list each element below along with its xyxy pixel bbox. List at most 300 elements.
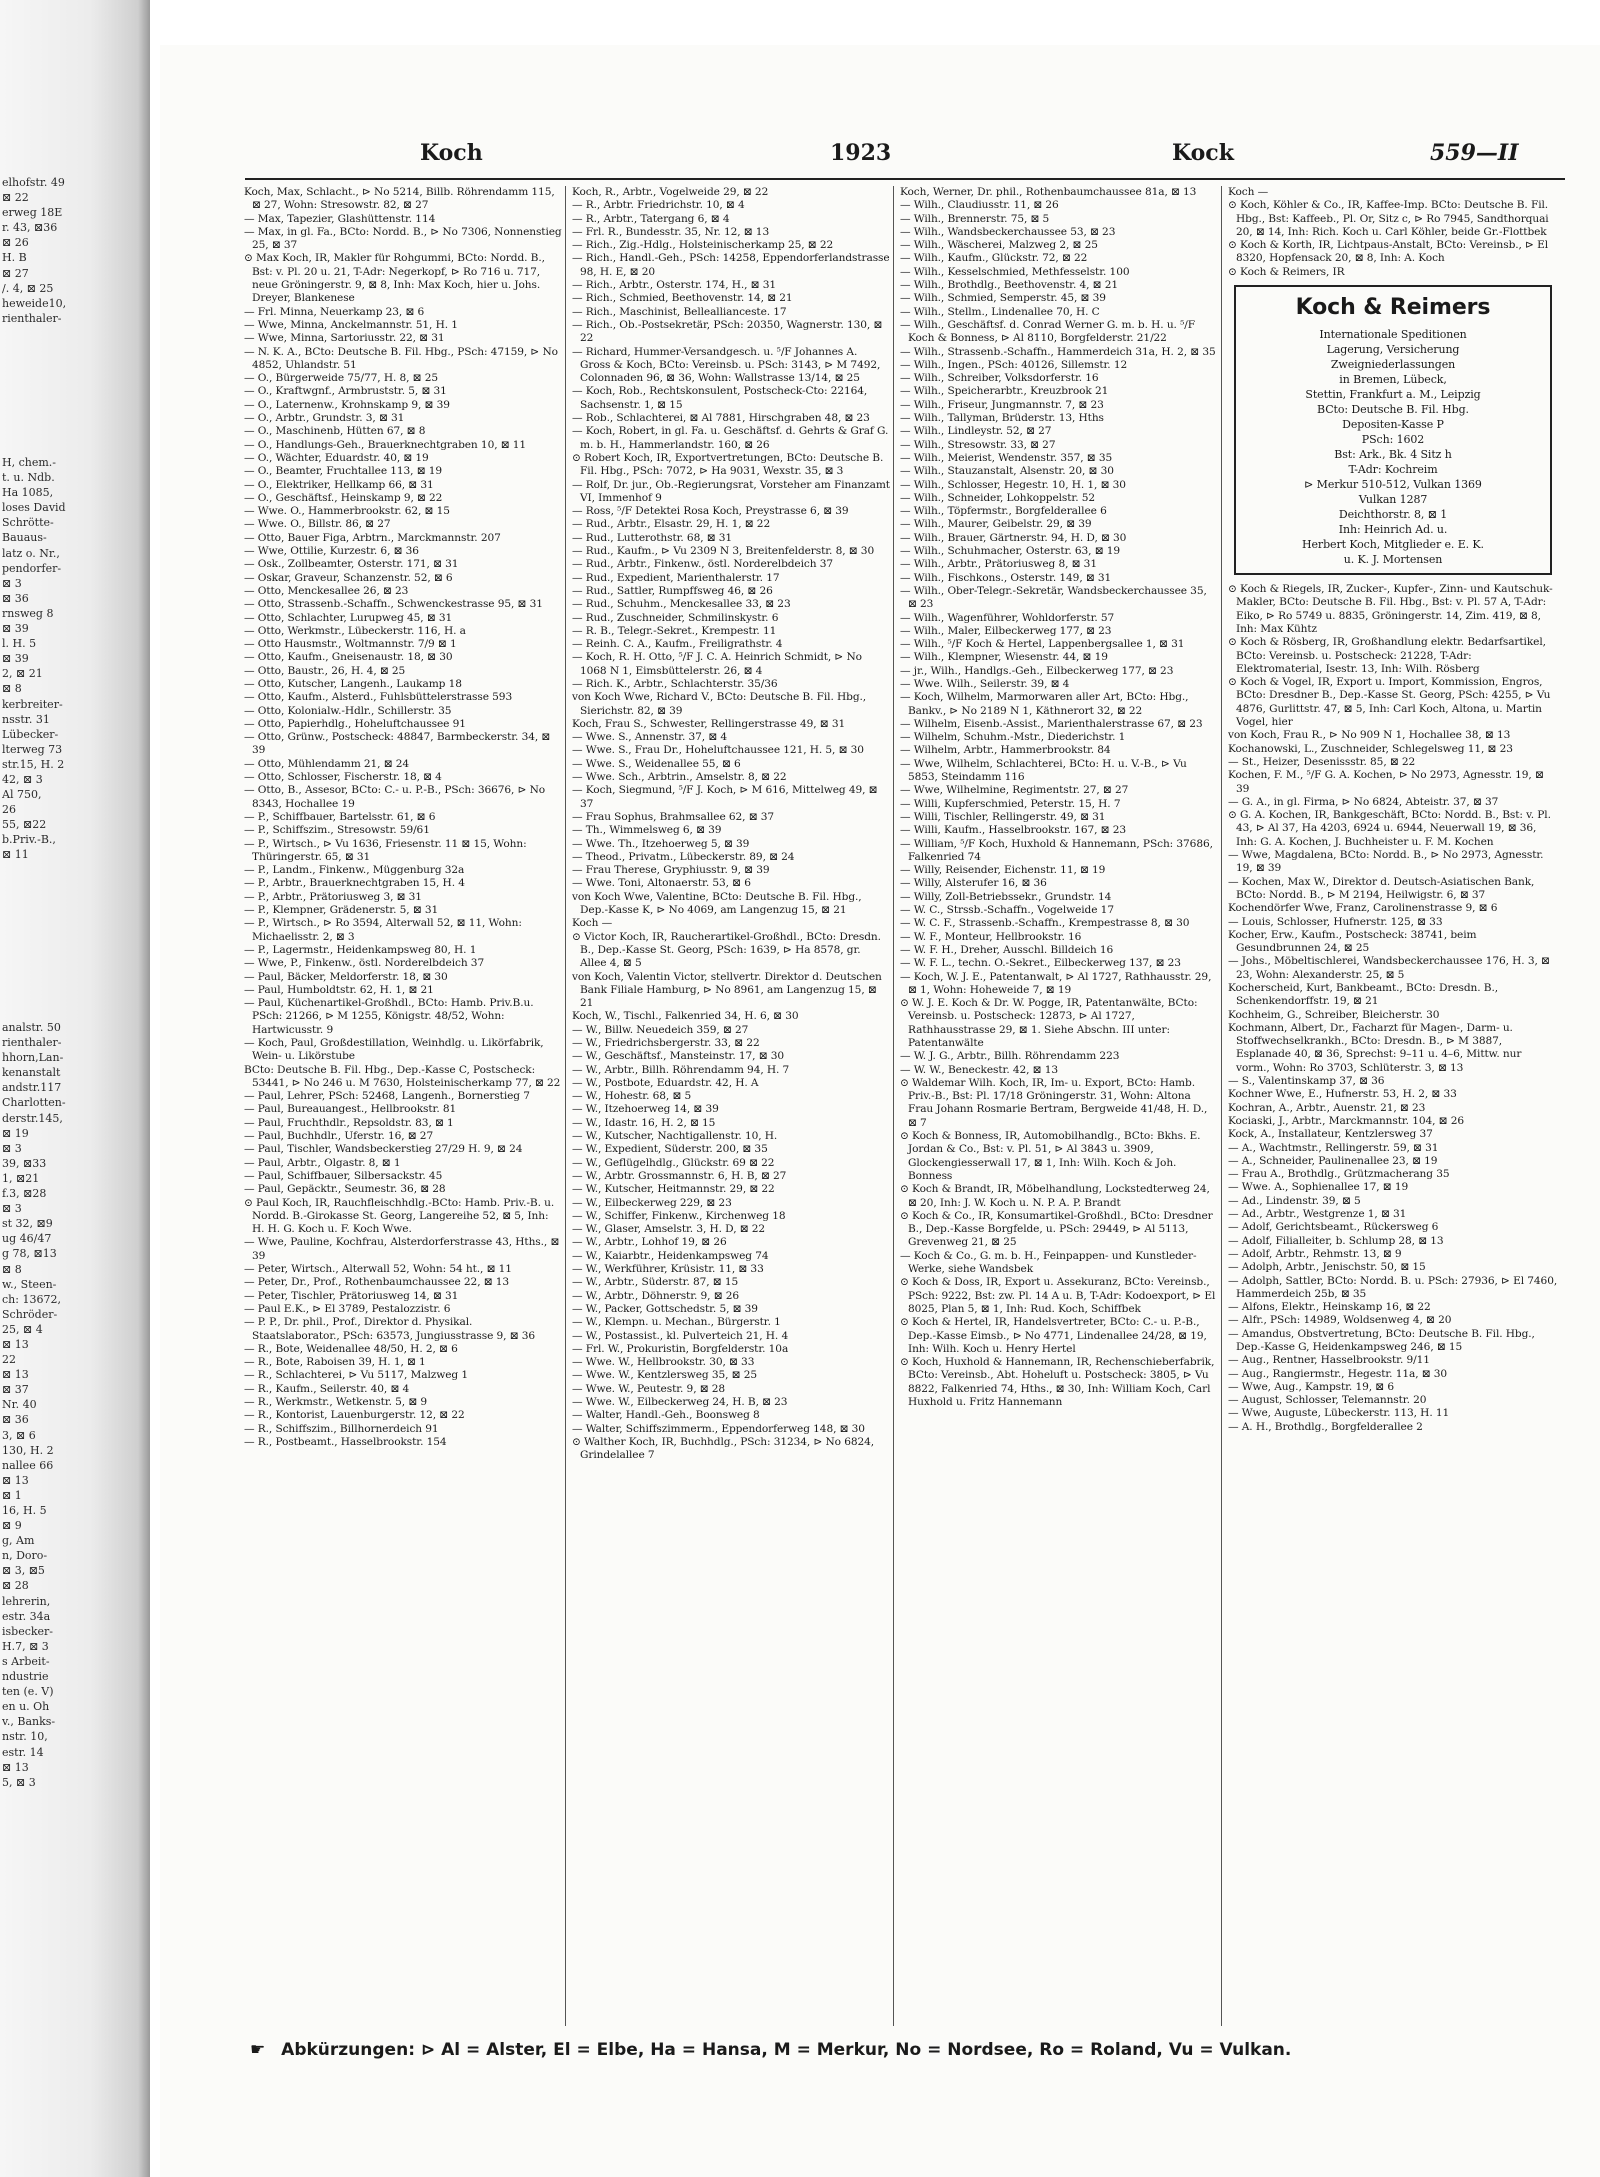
directory-entry: — Wwe, Wilhelm, Schlachterei, BCto: H. u. V.-B., ⊳ Vu 5853, Steindamm 116	[900, 757, 1187, 784]
directory-entry: — Wilh., Meierist, Wendenstr. 357, ⊠ 35	[900, 451, 1113, 464]
directory-entry: — A., Wachtmstr., Rellingerstr. 59, ⊠ 31	[1228, 1141, 1439, 1154]
directory-entry: — G. A., in gl. Firma, ⊳ No 6824, Abteistr. 37, ⊠ 37	[1228, 795, 1499, 808]
directory-entry: Kociaski, J., Arbtr., Marckmannstr. 104, ⊠ 26	[1228, 1114, 1464, 1127]
directory-entry: — W. F. H., Dreher, Ausschl. Billdeich 16	[900, 943, 1114, 956]
directory-entry: — Adolph, Sattler, BCto: Nordd. B. u. PSch: 27936, ⊳ El 7460, Hammerdeich 25b, ⊠ 35	[1228, 1274, 1558, 1300]
directory-entry: — Frl. W., Prokuristin, Borgfelderstr. 10a	[572, 1342, 789, 1355]
directory-entry: — Wilh., Schneider, Lohkoppelstr. 52	[900, 491, 1096, 504]
directory-entry: — Otto, Kutscher, Langenh., Laukamp 18	[244, 677, 462, 690]
directory-entry: — Otto, Strassenb.-Schaffn., Schwenckestrasse 95, ⊠ 31	[244, 598, 543, 611]
directory-entry: ⊙ G. A. Kochen, IR, Bankgeschäft, BCto: Nordd. B., Bst: v. Pl. 43, ⊳ Al 37, Ha 4203, 6924 u. 6944, Neuerwall 19, ⊠ 36, Inh: G. A. Kochen, J. Buchheister u. F. M. Kochen	[1228, 809, 1551, 848]
directory-entry: — R., Werkmstr., Wetkenstr. 5, ⊠ 9	[244, 1396, 428, 1409]
directory-entry: — Oskar, Graveur, Schanzenstr. 52, ⊠ 6	[244, 571, 453, 584]
directory-entry: — Aug., Rentner, Hasselbrookstr. 9/11	[1228, 1354, 1430, 1367]
directory-entry: — Wwe, Minna, Sartoriusstr. 22, ⊠ 31	[244, 332, 445, 345]
binding-text-line: ⊠ 13	[2, 1337, 29, 1351]
binding-text-line: Schröder-	[2, 1307, 58, 1321]
directory-entry: — Wilhelm, Schuhm.-Mstr., Diederichstr. 1	[900, 731, 1126, 744]
directory-entry: — Otto, Grünw., Postscheck: 48847, Barmbeckerstr. 34, ⊠ 39	[244, 731, 551, 757]
column-divider	[1221, 186, 1222, 2026]
directory-entry: — Otto Hausmstr., Woltmannstr. 7/9 ⊠ 1	[244, 638, 457, 651]
directory-entry: Kochran, A., Arbtr., Auenstr. 21, ⊠ 23	[1228, 1101, 1426, 1114]
binding-text-line: ⊠ 3	[2, 576, 22, 590]
directory-entry: — Paul, Schiffbauer, Silbersackstr. 45	[244, 1169, 443, 1182]
directory-entry: — W., Friedrichsbergerstr. 33, ⊠ 22	[572, 1037, 760, 1049]
directory-entry: — Alfr., PSch: 14989, Woldsenweg 4, ⊠ 20	[1228, 1314, 1452, 1327]
binding-text-line: 3, ⊠ 6	[2, 1428, 36, 1442]
directory-entry: — Paul, Arbtr., Olgastr. 8, ⊠ 1	[244, 1156, 401, 1169]
directory-entry: Kochen, F. M., ⁵/F G. A. Kochen, ⊳ No 2973, Agnesstr. 19, ⊠ 39	[1228, 769, 1544, 795]
column-3	[900, 186, 1218, 2026]
directory-entry: — Wilh., Schmied, Semperstr. 45, ⊠ 39	[900, 292, 1106, 305]
directory-entry: — R., Bote, Weidenallee 48/50, H. 2, ⊠ 6	[244, 1342, 458, 1355]
directory-entry: — Frau Sophus, Brahmsallee 62, ⊠ 37	[572, 810, 775, 823]
binding-text-line: isbecker-	[2, 1624, 54, 1638]
directory-entry: — Willi, Kaufm., Hasselbrookstr. 167, ⊠ 23	[900, 824, 1126, 837]
directory-entry: — W., Werkführer, Krüsistr. 11, ⊠ 33	[572, 1263, 764, 1276]
ad-line: Zweigniederlassungen	[1330, 358, 1456, 372]
directory-entry: ⊙ Paul Koch, IR, Rauchfleischhdlg.-BCto: Hamb. Priv.-B. u. Nordd. B.-Girokasse St. Georg, Langereihe 52, ⊠ 5, Inh: H. H. G. Koch u. F. Koch Wwe.	[244, 1196, 555, 1236]
directory-entry: von Koch, Frau R., ⊳ No 909 N 1, Hochallee 38, ⊠ 13	[1228, 729, 1511, 742]
binding-text-line: andstr.117	[2, 1081, 62, 1095]
binding-text-line: pendorfer-	[2, 561, 62, 575]
directory-entry: — Rud., Schuhm., Menckesallee 33, ⊠ 23	[572, 598, 791, 611]
directory-entry: — Wwe. W., Kentzlersweg 35, ⊠ 25	[572, 1369, 758, 1382]
directory-entry: — Wwe. A., Sophienallee 17, ⊠ 19	[1228, 1181, 1409, 1194]
directory-entry: — Wwe. O., Billstr. 86, ⊠ 27	[244, 518, 391, 531]
binding-text-line: Schrötte-	[2, 516, 54, 530]
directory-entry: — Koch & Co., G. m. b. H., Feinpappen- und Kunstleder-Werke, siehe Wandsbek	[900, 1249, 1197, 1276]
directory-entry: — W., Postassist., kl. Pulverteich 21, H. 4	[572, 1329, 789, 1342]
binding-text-line: lehrerin,	[2, 1594, 51, 1608]
directory-entry: — Wwe. Th., Itzehoerweg 5, ⊠ 39	[572, 837, 750, 850]
directory-entry: — P., Klempner, Grädenerstr. 5, ⊠ 31	[244, 904, 439, 917]
directory-entry: Koch, R., Arbtr., Vogelweide 29, ⊠ 22	[572, 186, 769, 198]
binding-text-line: 42, ⊠ 3	[2, 772, 43, 786]
ad-line: PSch: 1602	[1361, 433, 1425, 447]
column-divider	[893, 186, 894, 2026]
ad-line: ⊳ Merkur 510-512, Vulkan 1369	[1304, 478, 1482, 492]
directory-entry: — Wilh., Lindleystr. 52, ⊠ 27	[900, 425, 1052, 438]
ad-line: Lagerung, Versicherung	[1326, 343, 1460, 357]
directory-entry: — W., Idastr. 16, H. 2, ⊠ 15	[572, 1116, 716, 1129]
directory-entry: — Otto, Menckesallee 26, ⊠ 23	[244, 584, 409, 597]
binding-text-line: H.7, ⊠ 3	[2, 1639, 49, 1653]
binding-text-line: Charlotten-	[2, 1096, 66, 1110]
binding-text-line: Bauaus-	[2, 531, 47, 545]
directory-entry: — Otto, Kolonialw.-Hdlr., Schillerstr. 35	[244, 704, 452, 717]
directory-entry: — Rich., Zig.-Hdlg., Holsteinischerkamp 25, ⊠ 22	[572, 239, 834, 252]
directory-entry: — Wilh., Schlosser, Hegestr. 10, H. 1, ⊠ 30	[900, 478, 1126, 491]
directory-entry: — R., Kaufm., Seilerstr. 40, ⊠ 4	[244, 1382, 410, 1395]
directory-entry: — W. J. G., Arbtr., Billh. Röhrendamm 223	[900, 1050, 1120, 1063]
directory-entry: — R., Arbtr. Friedrichstr. 10, ⊠ 4	[572, 199, 745, 212]
directory-entry: — W. C. F., Strassenb.-Schaffn., Krempestrasse 8, ⊠ 30	[900, 917, 1190, 930]
directory-entry: — Koch, Siegmund, ⁵/F J. Koch, ⊳ M 616, Mittelweg 49, ⊠ 37	[572, 784, 878, 810]
binding-text-line: s Arbeit-	[2, 1654, 50, 1668]
directory-entry: ⊙ Max Koch, IR, Makler für Rohgummi, BCto: Nordd. B., Bst: v. Pl. 20 u. 21, T-Adr: Negerkopf, ⊳ Ro 716 u. 717, neue Gröningerstr. 9, ⊠ 8, Inh: Max Koch, hier u. Johs. Dreyer, Blankenese	[244, 252, 545, 305]
directory-entry: Koch, Frau S., Schwester, Rellingerstrasse 49, ⊠ 31	[572, 717, 846, 730]
binding-text-line: ⊠ 3	[2, 1202, 22, 1216]
directory-entry: — W., Arbtr., Lohhof 19, ⊠ 26	[572, 1236, 727, 1249]
binding-text-line: nstr. 10,	[2, 1730, 48, 1744]
directory-entry: — W., Arbtr. Grossmannstr. 6, H. B, ⊠ 27	[572, 1169, 787, 1182]
binding-text-line: 25, ⊠ 4	[2, 1322, 43, 1336]
binding-text-line: ⊠ 27	[2, 266, 29, 280]
directory-entry: — P., Wirtsch., ⊳ Vu 1636, Friesenstr. 11 ⊠ 15, Wohn: Thüringerstr. 65, ⊠ 31	[244, 837, 527, 863]
directory-entry: — Wwe. Toni, Altonaerstr. 53, ⊠ 6	[572, 877, 751, 890]
binding-text-line: rnsweg 8	[2, 606, 54, 620]
directory-entry: — W., Arbtr., Süderstr. 87, ⊠ 15	[572, 1276, 739, 1289]
directory-entry: — O., Wächter, Eduardstr. 40, ⊠ 19	[244, 451, 429, 464]
ad-line: Vulkan 1287	[1358, 493, 1428, 507]
directory-entry: — P. P., Dr. phil., Prof., Direktor d. Physikal. Staatslaborator., PSch: 63573, Jungiusstrasse 9, ⊠ 36	[244, 1316, 536, 1342]
column-4	[1228, 186, 1558, 2026]
directory-entry: — W., Klempn. u. Mechan., Bürgerstr. 1	[572, 1316, 781, 1329]
directory-entry: — Wilh., Geschäftsf. d. Conrad Werner G. m. b. H. u. ⁵/F Koch & Bonness, ⊳ Al 8110, Borgfelderstr. 21/22	[900, 318, 1195, 345]
binding-text-line: ⊠ 8	[2, 682, 22, 696]
directory-entry: — Wilh., Ober-Telegr.-Sekretär, Wandsbeckerchaussee 35, ⊠ 23	[900, 584, 1207, 611]
directory-entry: — Wwe, P., Finkenw., östl. Norderelbdeich 37	[244, 957, 485, 970]
directory-entry: — R., Postbeamt., Hasselbrookstr. 154	[244, 1435, 447, 1448]
directory-entry: — Wilh., Brauer, Gärtnerstr. 94, H. D, ⊠ 30	[900, 531, 1127, 544]
binding-text-line: g, Am	[2, 1534, 35, 1548]
directory-entry: — O., Laternenw., Krohnskamp 9, ⊠ 39	[244, 398, 450, 411]
directory-entry: — Alfons, Elektr., Heinskamp 16, ⊠ 22	[1228, 1301, 1431, 1314]
directory-entry: BCto: Deutsche B. Fil. Hbg., Dep.-Kasse C, Postscheck: 53441, ⊳ No 246 u. M 7630, Holsteinischerkamp 77, ⊠ 22	[244, 1063, 561, 1089]
directory-entry: — S., Valentinskamp 37, ⊠ 36	[1228, 1075, 1385, 1088]
binding-text-line: nallee 66	[2, 1458, 54, 1472]
directory-entry: — Wwe, Minna, Anckelmannstr. 51, H. 1	[244, 318, 458, 331]
directory-entry: — W., Postbote, Eduardstr. 42, H. A	[572, 1076, 759, 1089]
binding-text-line: 16, H. 5	[2, 1504, 47, 1517]
directory-entry: — St., Heizer, Desenissstr. 85, ⊠ 22	[1228, 755, 1416, 768]
directory-entry: — Otto, Werkmstr., Lübeckerstr. 116, H. a	[244, 624, 466, 637]
binding-text-line: ⊠ 3, ⊠5	[2, 1564, 45, 1578]
directory-entry: — Wilh., Stellm., Lindenallee 70, H. C	[900, 305, 1100, 318]
binding-text-line: 130, H. 2	[2, 1443, 54, 1457]
directory-entry: — Paul, Tischler, Wandsbeckerstieg 27/29 H. 9, ⊠ 24	[244, 1143, 523, 1156]
directory-entry: — Paul, Buchhdlr., Uferstr. 16, ⊠ 27	[244, 1130, 434, 1143]
directory-entry: Kochendörfer Wwe, Franz, Carolinenstrasse 9, ⊠ 6	[1228, 902, 1498, 915]
directory-entry: — Otto, Kaufm., Alsterd., Fuhlsbüttelerstrasse 593	[244, 691, 513, 704]
directory-entry: ⊙ Koch & Brandt, IR, Möbelhandlung, Lockstedterweg 24, ⊠ 20, Inh: J. W. Koch u. N. P. A. P. Brandt	[900, 1183, 1210, 1209]
binding-text-line: r. 43, ⊠36	[2, 221, 58, 235]
pointing-hand-icon: ☛	[250, 2040, 266, 2060]
directory-entry: ⊙ Koch & Riegels, IR, Zucker-, Kupfer-, Zinn- und Kautschuk-Makler, BCto: Deutsche B. Fil. Hbg., Bst: v. Pl. 57 A, T-Adr: Eiko, ⊳ Ro 5749 u. 8835, Gröningerstr. 14, Zim. 419, ⊠ 8, Inh: Max Kühtz	[1228, 583, 1553, 635]
directory-entry: — Walter, Schiffszimmerm., Eppendorferweg 148, ⊠ 30	[572, 1422, 865, 1435]
directory-entry: — R. B., Telegr.-Sekret., Krempestr. 11	[572, 624, 777, 637]
directory-entry: — Wwe, Ottilie, Kurzestr. 6, ⊠ 36	[244, 545, 419, 558]
directory-entry: — Wilh., Klempner, Wiesenstr. 44, ⊠ 19	[900, 651, 1108, 664]
binding-text-line: f.3, ⊠28	[2, 1187, 47, 1201]
binding-text-line: nsstr. 31	[2, 712, 50, 726]
directory-entry: — W., Hohestr. 68, ⊠ 5	[572, 1090, 692, 1103]
directory-entry: — Walter, Handl.-Geh., Boonsweg 8	[572, 1409, 760, 1422]
directory-entry: Kochner Wwe, E., Hufnerstr. 53, H. 2, ⊠ 33	[1228, 1088, 1457, 1101]
directory-entry: ⊙ Koch & Rösberg, IR, Großhandlung elektr. Bedarfsartikel, BCto: Vereinsb. u. Postscheck: 21228, T-Adr: Elektromaterial, Isestr. 13, Inh: Wilh. Rösberg	[1228, 636, 1546, 675]
directory-entry: Kochheim, G., Schreiber, Bleicherstr. 30	[1228, 1008, 1440, 1021]
binding-text-line: ten (e. V)	[2, 1685, 54, 1699]
binding-text-line: H. B	[2, 251, 27, 265]
directory-entry: — O., Elektriker, Hellkamp 66, ⊠ 31	[244, 478, 434, 491]
directory-entry: — Wwe. Sch., Arbtrin., Amselstr. 8, ⊠ 22	[572, 771, 787, 784]
binding-text-line: ⊠ 1	[2, 1488, 22, 1502]
directory-entry: — Otto, Bauer Figa, Arbtrn., Marckmannstr. 207	[244, 531, 501, 544]
binding-text-line: estr. 34a	[2, 1609, 51, 1623]
directory-entry: — Paul E.K., ⊳ El 3789, Pestalozzistr. 6	[244, 1302, 451, 1315]
directory-entry: von Koch Wwe, Valentine, BCto: Deutsche B. Fil. Hbg., Dep.-Kasse K, ⊳ No 4069, am Langenzug 15, ⊠ 21	[572, 890, 862, 917]
directory-entry: — Wilh., Wagenführer, Wohldorferstr. 57	[900, 611, 1115, 624]
directory-entry: — R., Kontorist, Lauenburgerstr. 12, ⊠ 22	[244, 1409, 465, 1422]
ad-line: Internationale Speditionen	[1319, 328, 1467, 342]
binding-text-line: ⊠ 13	[2, 1760, 29, 1774]
directory-entry: — Otto, Schlachter, Lurupweg 45, ⊠ 31	[244, 611, 453, 624]
directory-entry: — O., Bürgerweide 75/77, H. 8, ⊠ 25	[244, 372, 438, 385]
ad-line: BCto: Deutsche B. Fil. Hbg.	[1317, 403, 1469, 417]
directory-entry: — Amandus, Obstvertretung, BCto: Deutsche B. Fil. Hbg., Dep.-Kasse G, Heidenkampsweg 246, ⊠ 15	[1228, 1327, 1535, 1353]
binding-text-line: ⊠ 39	[2, 652, 29, 666]
binding-text-line: str.15, H. 2	[2, 757, 65, 771]
binding-text-line: hhorn,Lan-	[2, 1051, 64, 1065]
binding-text-line: 55, ⊠22	[2, 818, 47, 832]
directory-entry: — Rolf, Dr. jur., Ob.-Regierungsrat, Vorsteher am Finanzamt VI, Immenhof 9	[572, 478, 890, 504]
directory-entry: — Rud., Arbtr., Finkenw., östl. Norderelbdeich 37	[572, 558, 833, 571]
directory-entry: ⊙ Waldemar Wilh. Koch, IR, Im- u. Export, BCto: Hamb. Priv.-B., Bst: Pl. 17/18 Gröningerstr. 31, Wohn: Altona Frau Johann Rosmarie Bertram, Bergweide 41/48, H. D., ⊠ 7	[900, 1076, 1208, 1129]
binding-text-line: ⊠ 13	[2, 1368, 29, 1382]
ad-line: u. K. J. Mortensen	[1343, 553, 1443, 567]
binding-text-line: H, chem.-	[2, 456, 56, 469]
binding-text-line: Al 750,	[2, 788, 42, 802]
directory-entry: — Wilh., Stauzanstalt, Alsenstr. 20, ⊠ 30	[900, 465, 1114, 478]
ad-line: Deichthorstr. 8, ⊠ 1	[1338, 508, 1448, 522]
binding-text-line: 2, ⊠ 21	[2, 667, 43, 681]
binding-text-line: ⊠ 13	[2, 1473, 29, 1487]
directory-entry: — Wwe. W., Hellbrookstr. 30, ⊠ 33	[572, 1356, 755, 1369]
directory-entry: — W., Geschäftsf., Mansteinstr. 17, ⊠ 30	[572, 1050, 785, 1063]
directory-entry: — Wwe, Pauline, Kochfrau, Alsterdorferstrasse 43, Hths., ⊠ 39	[244, 1236, 560, 1262]
header-year: 1923	[830, 140, 892, 166]
directory-entry: — Paul, Lehrer, PSch: 52468, Langenh., Bornerstieg 7	[244, 1090, 530, 1103]
directory-entry: — P., Wirtsch., ⊳ Ro 3594, Alterwall 52, ⊠ 11, Wohn: Michaelisstr. 2, ⊠ 3	[244, 917, 522, 943]
directory-entry: — Reinh. C. A., Kaufm., Freiligrathstr. 4	[572, 638, 783, 651]
binding-text-line: ⊠ 26	[2, 236, 29, 250]
directory-entry: — Rich., Schmied, Beethovenstr. 14, ⊠ 21	[572, 292, 793, 305]
directory-entry: — Frau Therese, Gryphiusstr. 9, ⊠ 39	[572, 864, 770, 877]
ad-line: Stettin, Frankfurt a. M., Leipzig	[1305, 388, 1481, 402]
directory-entry: ⊙ Victor Koch, IR, Raucherartikel-Großhdl., BCto: Dresdn. B., Dep.-Kasse St. Georg, PSch: 1639, ⊳ Ha 8578, gr. Allee 4, ⊠ 5	[572, 930, 881, 970]
directory-entry: — Wilh., Maler, Eilbeckerweg 177, ⊠ 23	[900, 624, 1112, 637]
binding-text-line: v., Banks-	[2, 1715, 56, 1729]
directory-entry: — W., Eilbeckerweg 229, ⊠ 23	[572, 1196, 732, 1209]
directory-entry: — P., Arbtr., Prätoriusweg 3, ⊠ 31	[244, 890, 422, 903]
directory-entry: — Frl. R., Bundesstr. 35, Nr. 12, ⊠ 13	[572, 225, 770, 238]
directory-entry: — R., Schiffszim., Billhornerdeich 91	[244, 1422, 439, 1435]
directory-entry: — Paul, Bäcker, Meldorferstr. 18, ⊠ 30	[244, 970, 448, 983]
directory-entry: — William, ⁵/F Koch, Huxhold & Hannemann, PSch: 37686, Falkenried 74	[900, 837, 1213, 863]
binding-text-line: 26	[2, 803, 16, 817]
column-4-top-entries	[1228, 186, 1558, 279]
directory-entry: — Willy, Alsterufer 16, ⊠ 36	[900, 877, 1047, 890]
column-4-bottom-entries	[1228, 583, 1558, 1434]
binding-text-line: elhofstr. 49	[2, 176, 65, 189]
directory-entry: — Johs., Möbeltischlerei, Wandsbeckerchaussee 176, H. 3, ⊠ 23, Wohn: Alexanderstr. 25, ⊠ 5	[1228, 955, 1550, 981]
binding-text-line: ⊠ 11	[2, 848, 29, 862]
directory-entry: ⊙ Koch & Hertel, IR, Handelsvertreter, BCto: C.- u. P.-B., Dep.-Kasse Eimsb., ⊳ No 4771, Lindenallee 24/28, ⊠ 19, Inh: Wilh. Koch u. Henry Hertel	[900, 1316, 1207, 1355]
binding-text-line: g 78, ⊠13	[2, 1247, 57, 1261]
abbreviations-footer	[250, 2040, 1570, 2066]
directory-entry: — Wwe. O., Hammerbrookstr. 62, ⊠ 15	[244, 505, 450, 518]
column-1	[244, 186, 562, 2026]
directory-entry: — Wwe. S., Frau Dr., Hoheluftchaussee 121, H. 5, ⊠ 30	[572, 744, 864, 757]
binding-text-line: n, Doro-	[2, 1549, 48, 1563]
directory-entry: — Wilh., ⁵/F Koch & Hertel, Lappenbergsallee 1, ⊠ 31	[900, 638, 1185, 651]
header-right-keyword: Kock	[1172, 140, 1234, 166]
directory-entry: — Willi, Tischler, Rellingerstr. 49, ⊠ 31	[900, 810, 1106, 823]
directory-entry: ⊙ Koch & Bonness, IR, Automobilhandlg., BCto: Bkhs. E. Jordan & Co., Bst: v. Pl. 51, ⊳ Al 3843 u. 3909, Glockengiesserwall 17, ⊠ 1, Inh: Wilh. Koch & Joh. Bonness	[900, 1130, 1201, 1182]
directory-entry: — Wwe, Auguste, Lübeckerstr. 113, H. 11	[1228, 1407, 1450, 1420]
directory-entry: — Wilh., Wäscherei, Malzweg 2, ⊠ 25	[900, 239, 1098, 252]
directory-entry: — August, Schlosser, Telemannstr. 20	[1228, 1394, 1427, 1407]
ad-title: Koch & Reimers	[1295, 295, 1491, 321]
directory-entry: — Rich., Arbtr., Osterstr. 174, H., ⊠ 31	[572, 279, 776, 292]
directory-entry: ⊙ Walther Koch, IR, Buchhdlg., PSch: 31234, ⊳ No 6824, Grindelallee 7	[572, 1435, 875, 1462]
directory-entry: Kochanowski, L., Zuschneider, Schlegelsweg 11, ⊠ 23	[1228, 742, 1513, 755]
directory-entry: — Wwe. S., Weidenallee 55, ⊠ 6	[572, 757, 741, 770]
directory-entry: — Wilh., Ingen., PSch: 40126, Sillemstr. 12	[900, 358, 1128, 371]
binding-text-line: w., Steen-	[2, 1277, 57, 1291]
binding-text-line: en u. Oh	[2, 1700, 50, 1714]
directory-entry: — Wilh., Schreiber, Volksdorferstr. 16	[900, 372, 1099, 385]
directory-entry: — Wilh., Tallyman, Brüderstr. 13, Hths	[900, 412, 1104, 425]
directory-entry: — Wwe. W., Eilbeckerweg 24, H. B, ⊠ 23	[572, 1396, 788, 1409]
directory-entry: — Paul, Humboldtstr. 62, H. 1, ⊠ 21	[244, 983, 434, 996]
binding-text-line: /. 4, ⊠ 25	[2, 281, 54, 295]
directory-entry: — W., Kutscher, Nachtigallenstr. 10, H.	[572, 1130, 778, 1143]
directory-entry: — Otto, Papierhdlg., Hoheluftchaussee 91	[244, 717, 466, 730]
binding-text-line: kenanstalt	[2, 1066, 61, 1080]
ad-line: Inh: Heinrich Ad. u.	[1338, 523, 1448, 537]
binding-fragment-bottom	[2, 1020, 142, 1790]
directory-entry: — Th., Wimmelsweg 6, ⊠ 39	[572, 824, 722, 837]
page-number: 559—II	[1430, 140, 1519, 166]
directory-entry: — Louis, Schlosser, Hufnerstr. 125, ⊠ 33	[1228, 915, 1443, 928]
binding-text-line: st 32, ⊠9	[2, 1217, 53, 1231]
directory-entry: ⊙ Koch & Co., IR, Konsumartikel-Großhdl., BCto: Dresdner B., Dep.-Kasse Borgfelde, u. PSch: 29449, ⊳ Al 5113, Grevenweg 21, ⊠ 25	[900, 1209, 1213, 1249]
directory-entry: — Koch, R. H. Otto, ⁵/F J. C. A. Heinrich Schmidt, ⊳ No 1068 N 1, Eimsbüttelerstr. 26, ⊠ 4	[572, 651, 862, 677]
binding-text-line: b.Priv.-B.,	[2, 833, 56, 847]
binding-text-line: l. H. 5	[2, 637, 37, 651]
binding-text-line: ndustrie	[2, 1670, 49, 1684]
binding-text-line: ⊠ 19	[2, 1126, 29, 1140]
directory-entry: — O., Handlungs-Geh., Brauerknechtgraben 10, ⊠ 11	[244, 438, 527, 451]
binding-fragment-top	[2, 175, 142, 326]
header-left-keyword: Koch	[420, 140, 483, 166]
page-header	[240, 140, 1560, 174]
binding-text-line: Nr. 40	[2, 1398, 37, 1412]
ad-line: Depositen-Kasse P	[1342, 418, 1444, 432]
directory-entry: — Adolph, Arbtr., Jenischstr. 50, ⊠ 15	[1228, 1261, 1426, 1274]
directory-entry: — Peter, Wirtsch., Alterwall 52, Wohn: 54 ht., ⊠ 11	[244, 1263, 512, 1276]
directory-entry: ⊙ Koch & Korth, IR, Lichtpaus-Anstalt, BCto: Vereinsb., ⊳ El 8320, Hopfensack 20, ⊠ 8, Inh: A. Koch	[1228, 239, 1549, 265]
binding-text-line: ⊠ 22	[2, 191, 29, 205]
directory-entry: — Rich., Ob.-Postsekretär, PSch: 20350, Wagnerstr. 130, ⊠ 22	[572, 318, 883, 345]
directory-entry: — A., Schneider, Paulinenallee 23, ⊠ 19	[1228, 1154, 1438, 1167]
directory-entry: — Koch, Wilhelm, Marmorwaren aller Art, BCto: Hbg., Bankv., ⊳ No 2189 N 1, Käthnerort 32, ⊠ 22	[900, 691, 1189, 717]
directory-entry: — Koch, Rob., Rechtskonsulent, Postscheck-Cto: 22164, Sachsenstr. 1, ⊠ 15	[572, 385, 868, 411]
directory-entry: — W., Geflügelhdlg., Glückstr. 69 ⊠ 22	[572, 1156, 775, 1169]
directory-entry: — Ross, ⁵/F Detektei Rosa Koch, Preystrasse 6, ⊠ 39	[572, 505, 849, 518]
directory-entry: Kocher, Erw., Kaufm., Postscheck: 38741, beim Gesundbrunnen 24, ⊠ 25	[1228, 928, 1477, 955]
directory-entry: Kochmann, Albert, Dr., Facharzt für Magen-, Darm- u. Stoffwechselkrankh., BCto: Dresdn. B., ⊳ M 3887, Esplanade 40, ⊠ 36, Sprechst: 9–11 u. 4–6, Mittw. nur vorm., Wohn: Ro 3703, Schlüterstr. 3, ⊠ 13	[1228, 1021, 1522, 1074]
directory-entry: — Wilh., Speicherarbtr., Kreuzbrook 21	[900, 385, 1109, 398]
directory-entry: — Paul, Fruchthdlr., Repsoldstr. 83, ⊠ 1	[244, 1116, 454, 1129]
directory-entry: Koch, Max, Schlacht., ⊳ No 5214, Billb. Röhrendamm 115, ⊠ 27, Wohn: Stresowstr. 82, ⊠ 27	[244, 186, 555, 212]
directory-entry: — W., Glaser, Amselstr. 3, H. D, ⊠ 22	[572, 1223, 766, 1236]
directory-entry: — Kochen, Max W., Direktor d. Deutsch-Asiatischen Bank, BCto: Nordd. B., ⊳ M 2194, Heilwigstr. 6, ⊠ 37	[1228, 875, 1535, 901]
directory-entry: — Wilhelm, Arbtr., Hammerbrookstr. 84	[900, 744, 1111, 757]
directory-entry: — Wilh., Wandsbeckerchaussee 53, ⊠ 23	[900, 225, 1116, 238]
directory-entry: — W., Kaiarbtr., Heidenkampsweg 74	[572, 1249, 769, 1262]
directory-entry: — Koch, W. J. E., Patentanwalt, ⊳ Al 1727, Rathhausstr. 29, ⊠ 1, Wohn: Hoheweide 7, ⊠ 19	[900, 970, 1212, 996]
directory-entry: — Wwe, Wilhelmine, Regimentstr. 27, ⊠ 27	[900, 784, 1129, 797]
directory-entry: — Max, in gl. Fa., BCto: Nordd. B., ⊳ No 7306, Nonnenstieg 25, ⊠ 37	[244, 225, 562, 252]
binding-text-line: kerbreiter-	[2, 697, 63, 711]
binding-text-line: lterweg 73	[2, 742, 63, 756]
directory-entry: ⊙ W. J. E. Koch & Dr. W. Pogge, IR, Patentanwälte, BCto: Vereinsb. u. Postscheck: 12873, ⊳ Al 1727, Rathhausstrasse 29, ⊠ 1. Siehe Abschn. III unter: Patentanwälte	[900, 997, 1198, 1049]
directory-entry: — W. C., Strssb.-Schaffn., Vogelweide 17	[900, 904, 1114, 917]
directory-entry: ⊙ Koch, Köhler & Co., IR, Kaffee-Imp. BCto: Deutsche B. Fil. Hbg., Bst: Kaffeeb., Pl. Or, Sitz c, ⊳ Ro 7945, Sandthorquai 20, ⊠ 14, Inh: Rich. Koch u. Carl Köhler, beide Gr.-Flottbek	[1228, 199, 1549, 238]
directory-entry: — Wilh., Stresowstr. 33, ⊠ 27	[900, 438, 1056, 451]
directory-entry: — Wilh., Friseur, Jungmannstr. 7, ⊠ 23	[900, 398, 1104, 411]
binding-text-line: ⊠ 37	[2, 1383, 29, 1397]
directory-entry: — Rich., Maschinist, Belleallianceste. 17	[572, 305, 787, 318]
directory-entry: — Otto, Baustr., 26, H. 4, ⊠ 25	[244, 664, 406, 677]
binding-text-line: 5, ⊠ 3	[2, 1775, 36, 1789]
ad-line: T-Adr: Kochreim	[1348, 463, 1438, 477]
directory-entry: — Paul, Küchenartikel-Großhdl., BCto: Hamb. Priv.B.u. PSch: 21266, ⊳ M 1255, Königstr. 48/52, Wohn: Hartwicusstr. 9	[244, 997, 534, 1036]
directory-entry: — Adolf, Gerichtsbeamt., Rückersweg 6	[1228, 1221, 1439, 1234]
binding-text-line: ⊠ 28	[2, 1579, 29, 1593]
ad-lines	[1240, 327, 1546, 567]
directory-entry: — R., Arbtr., Tatergang 6, ⊠ 4	[572, 212, 730, 225]
directory-entry: — Aug., Rangiermstr., Hegestr. 11a, ⊠ 30	[1228, 1367, 1448, 1380]
binding-text-line: ⊠ 39	[2, 622, 29, 636]
directory-entry: ⊙ Robert Koch, IR, Exportvertretungen, BCto: Deutsche B. Fil. Hbg., PSch: 7072, ⊳ Ha 9031, Wexstr. 35, ⊠ 3	[572, 451, 884, 478]
directory-entry: — Adolf, Filialleiter, b. Schlump 28, ⊠ 13	[1228, 1234, 1444, 1247]
binding-text-line: Lübecker-	[2, 727, 59, 741]
directory-entry: — Wwe. Wilh., Seilerstr. 39, ⊠ 4	[900, 677, 1070, 690]
ad-line: Bst: Ark., Bk. 4 Sitz h	[1334, 448, 1452, 462]
ad-line: in Bremen, Lübeck,	[1339, 373, 1447, 387]
directory-entry: — Paul, Bureauangest., Hellbrookstr. 81	[244, 1103, 457, 1116]
directory-entry: — Richard, Hummer-Versandgesch. u. ⁵/F Johannes A. Gross & Koch, BCto: Vereinsb. u. PSch: 3143, ⊳ M 7492, Colonnaden 96, ⊠ 36, Wohn: Wallstrasse 13/14, ⊠ 25	[572, 345, 881, 385]
directory-entry: — Wwe. W., Peutestr. 9, ⊠ 28	[572, 1382, 726, 1395]
binding-edge	[0, 0, 150, 2177]
directory-entry: — Wwe, Aug., Kampstr. 19, ⊠ 6	[1228, 1380, 1394, 1393]
directory-entry: — Frl. Minna, Neuerkamp 23, ⊠ 6	[244, 305, 425, 318]
directory-entry: — Wilh., Fischkons., Osterstr. 149, ⊠ 31	[900, 571, 1112, 584]
binding-text-line: latz o. Nr.,	[2, 546, 60, 560]
directory-entry: ⊙ Koch & Vogel, IR, Export u. Import, Kommission, Engros, BCto: Dresdner B., Dep.-Kasse St. Georg, PSch: 4255, ⊳ Vu 4876, Gurlittstr. 47, ⊠ 5, Inh: Carl Koch, Altona, u. Martin Vogel, hier	[1228, 676, 1551, 729]
binding-text-line: ⊠ 36	[2, 1413, 29, 1427]
directory-entry: — A. H., Brothdlg., Borgfelderallee 2	[1228, 1420, 1423, 1433]
column-2	[572, 186, 890, 2026]
directory-entry: — N. K. A., BCto: Deutsche B. Fil. Hbg., PSch: 47159, ⊳ No 4852, Uhlandstr. 51	[244, 345, 558, 371]
directory-entry: — Rich., Handl.-Geh., PSch: 14258, Eppendorferlandstrasse 98, H. E, ⊠ 20	[572, 252, 890, 278]
binding-text-line: ch: 13672,	[2, 1292, 61, 1306]
directory-entry: — Rud., Expedient, Marienthalerstr. 17	[572, 571, 780, 584]
